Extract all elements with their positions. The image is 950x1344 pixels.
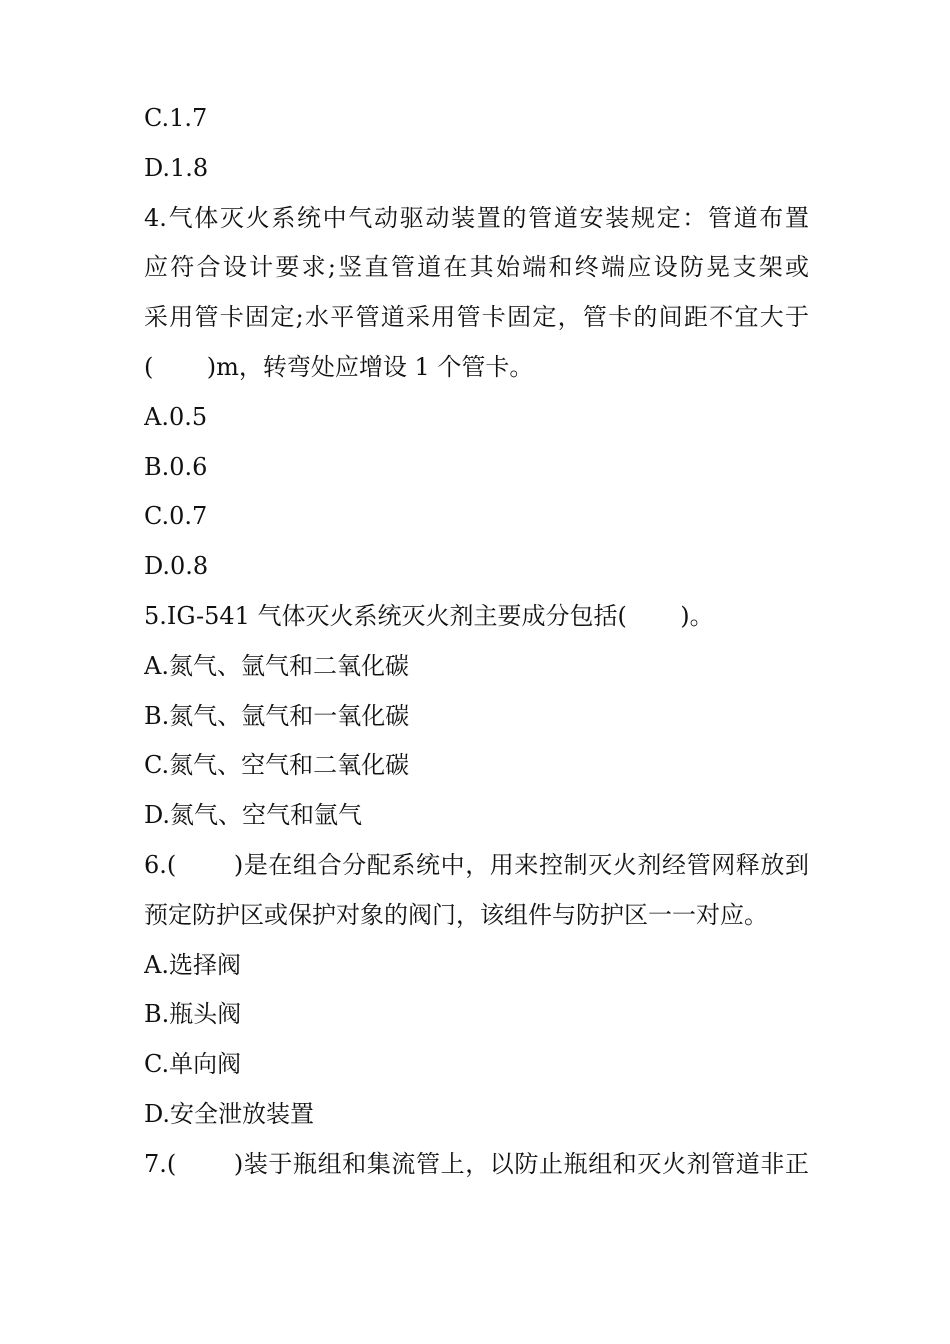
question-5: 5.IG-541 气体灭火系统灭火剂主要成分包括( )。 [144, 601, 714, 630]
question-6-line-1: 6.( )是在组合分配系统中，用来控制灭火剂经管网释放到 [144, 850, 809, 879]
question-4-line-4: ( )m，转弯处应增设 1 个管卡。 [144, 352, 534, 381]
option-b-q4: B.0.6 [144, 452, 208, 481]
option-a-q6: A.选择阀 [144, 950, 241, 979]
option-a-q4: A.0.5 [144, 402, 208, 431]
option-d-q6: D.安全泄放装置 [144, 1099, 315, 1128]
option-a-q5: A.氮气、氩气和二氧化碳 [144, 651, 409, 680]
question-6-line-2: 预定防护区或保护对象的阀门，该组件与防护区一一对应。 [144, 900, 768, 929]
option-b-q5: B.氮气、氩气和一氧化碳 [144, 701, 410, 730]
option-d-q3: D.1.8 [144, 153, 209, 182]
question-4-line-3: 采用管卡固定;水平管道采用管卡固定，管卡的间距不宜大于 [144, 303, 809, 332]
option-b-q6: B.瓶头阀 [144, 1000, 242, 1029]
question-7-line-1: 7.( )装于瓶组和集流管上，以防止瓶组和灭火剂管道非正 [144, 1149, 809, 1178]
option-c-q3: C.1.7 [144, 104, 208, 132]
question-4-line-1: 4.气体灭火系统中气动驱动装置的管道安装规定：管道布置 [144, 203, 809, 232]
question-4-line-2: 应符合设计要求;竖直管道在其始端和终端应设防晃支架或 [144, 253, 809, 282]
document-body [144, 94, 809, 1190]
option-c-q5: C.氮气、空气和二氧化碳 [144, 751, 410, 780]
option-d-q4: D.0.8 [144, 552, 209, 581]
option-c-q4: C.0.7 [144, 502, 208, 531]
option-d-q5: D.氮气、空气和氩气 [144, 801, 363, 830]
option-c-q6: C.单向阀 [144, 1050, 242, 1079]
